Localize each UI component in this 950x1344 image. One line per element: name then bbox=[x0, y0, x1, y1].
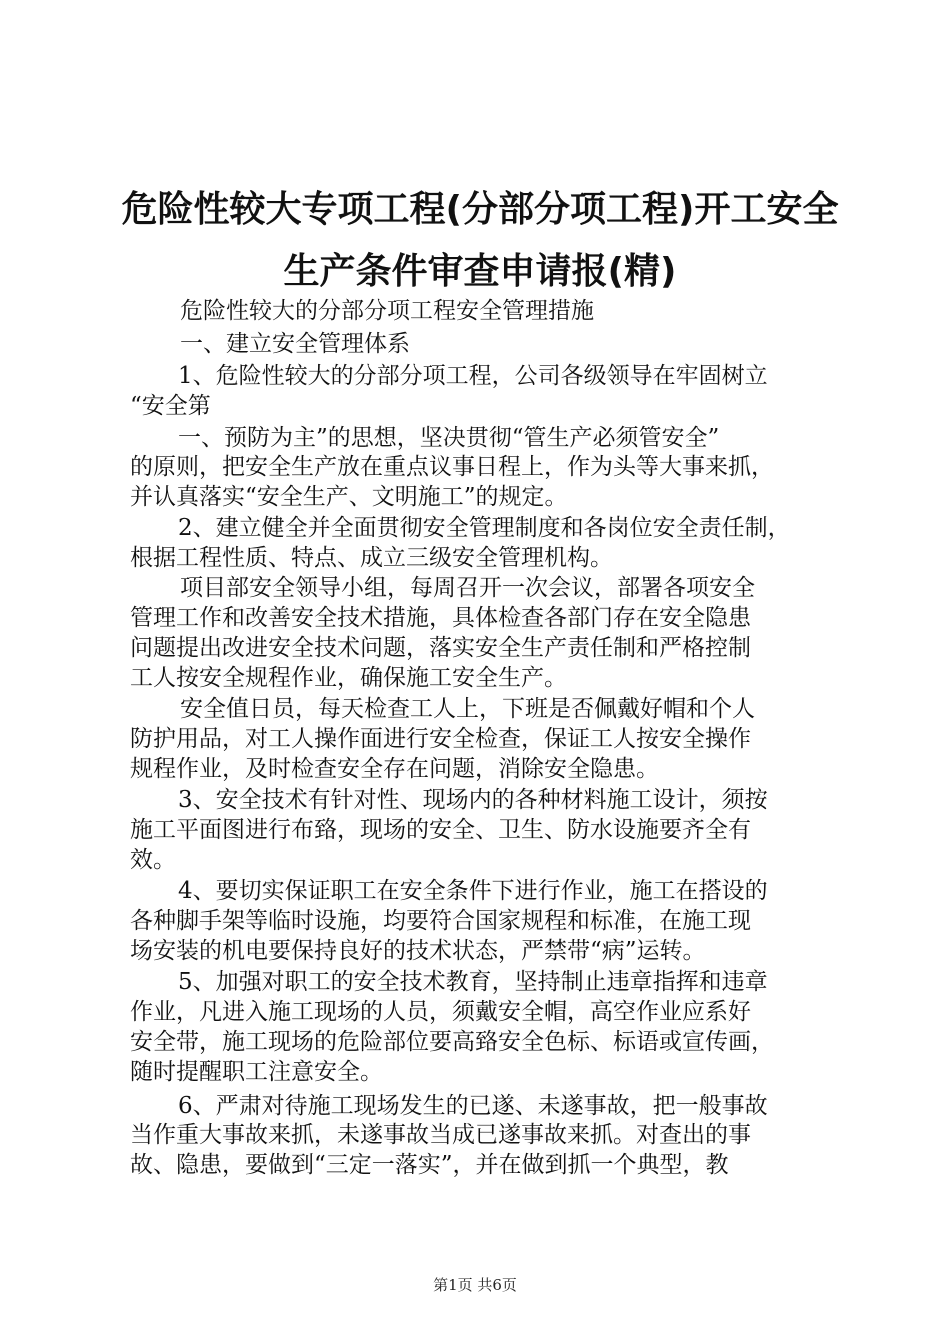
body-line: 一、预防为主”的思想，坚决贯彻“管生产必须管安全” bbox=[178, 425, 720, 451]
body-line: 项目部安全领导小组，每周召开一次会议，部署各项安全 bbox=[180, 575, 755, 601]
body-line: 作业，凡进入施工现场的人员，须戴安全帽，高空作业应系好 bbox=[130, 999, 751, 1025]
body-line: 危险性较大的分部分项工程安全管理措施 bbox=[180, 298, 594, 324]
document-title-line-2: 生产条件审查申请报(精) bbox=[283, 251, 677, 292]
body-line: 安全带，施工现场的危险部位要高臵安全色标、标语或宣传画， bbox=[130, 1029, 774, 1055]
body-line: 1、危险性较大的分部分项工程，公司各级领导在牢固树立 bbox=[178, 363, 768, 389]
body-line: 当作重大事故来抓，未遂事故当成已遂事故来抓。对查出的事 bbox=[130, 1122, 751, 1148]
page-number-footer: 第1页 共6页 bbox=[433, 1276, 517, 1294]
document-title-line-1: 危险性较大专项工程(分部分项工程)开工安全 bbox=[121, 189, 839, 230]
body-line: 故、隐患，要做到“三定一落实”，并在做到抓一个典型，教 bbox=[130, 1152, 729, 1178]
body-line: 场安装的机电要保持良好的技术状态，严禁带“病”运转。 bbox=[130, 938, 706, 964]
body-line: 一、建立安全管理体系 bbox=[180, 331, 410, 357]
body-line: 3、安全技术有针对性、现场内的各种材料施工设计，须按 bbox=[178, 787, 768, 813]
body-line: 随时提醒职工注意安全。 bbox=[130, 1059, 383, 1085]
body-line: 5、加强对职工的安全技术教育，坚持制止违章指挥和违章 bbox=[178, 969, 768, 995]
body-line: 规程作业，及时检查安全存在问题，消除安全隐患。 bbox=[130, 756, 659, 782]
body-line: 并认真落实“安全生产、文明施工”的规定。 bbox=[130, 484, 568, 510]
body-line: 工人按安全规程作业，确保施工安全生产。 bbox=[130, 665, 567, 691]
body-line: 4、要切实保证职工在安全条件下进行作业，施工在搭设的 bbox=[178, 878, 768, 904]
body-line: 2、建立健全并全面贯彻安全管理制度和各岗位安全责任制， bbox=[178, 515, 791, 541]
body-line: 的原则，把安全生产放在重点议事日程上，作为头等大事来抓， bbox=[130, 454, 774, 480]
body-line: 效。 bbox=[130, 847, 176, 873]
body-line: 管理工作和改善安全技术措施，具体检查各部门存在安全隐患 bbox=[130, 605, 751, 631]
body-line: 根据工程性质、特点、成立三级安全管理机构。 bbox=[130, 545, 613, 571]
body-line: 问题提出改进安全技术问题，落实安全生产责任制和严格控制 bbox=[130, 635, 751, 661]
body-line: 施工平面图进行布臵，现场的安全、卫生、防水设施要齐全有 bbox=[130, 817, 751, 843]
body-line: 6、严肃对待施工现场发生的已遂、未遂事故，把一般事故 bbox=[178, 1093, 768, 1119]
body-line: 防护用品，对工人操作面进行安全检查，保证工人按安全操作 bbox=[130, 726, 751, 752]
body-line: 各种脚手架等临时设施，均要符合国家规程和标准，在施工现 bbox=[130, 908, 751, 934]
body-line: 安全值日员，每天检查工人上，下班是否佩戴好帽和个人 bbox=[180, 696, 755, 722]
body-line: “安全第 bbox=[130, 393, 211, 419]
